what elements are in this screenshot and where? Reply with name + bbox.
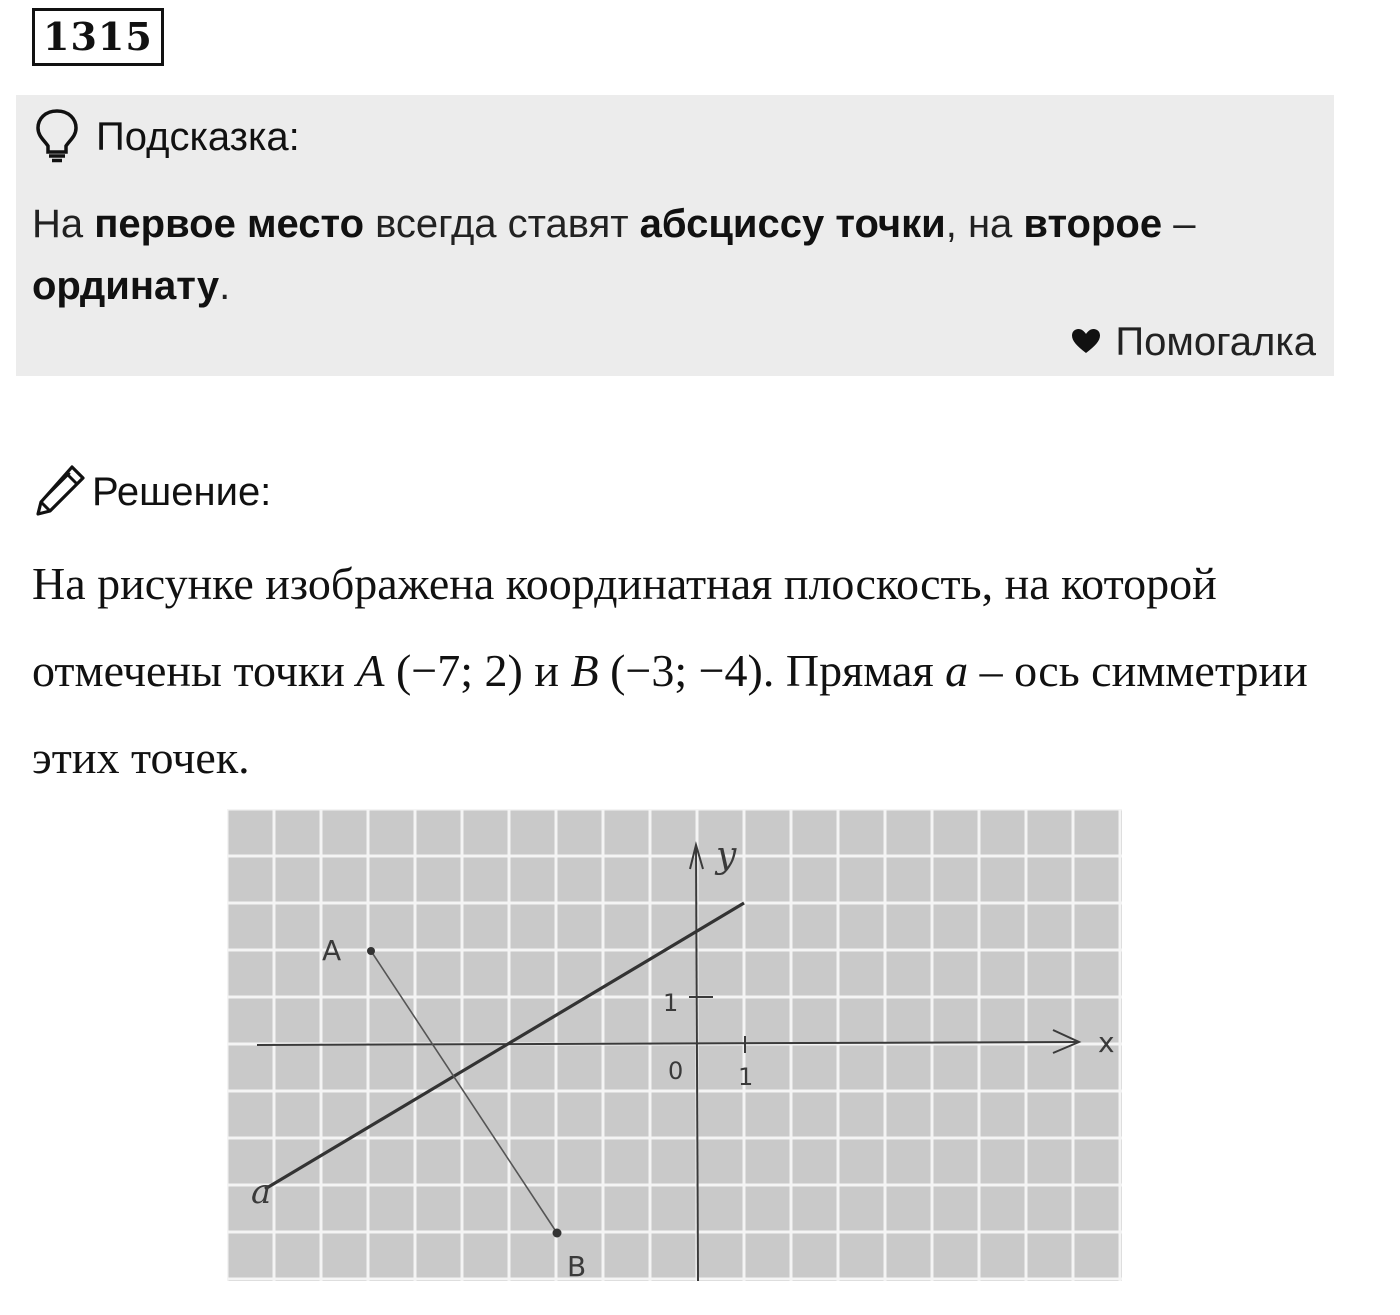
coordinate-plane-photo: [227, 809, 1122, 1281]
point-a: [367, 947, 375, 955]
hint-text-part: всегда ставят: [364, 202, 640, 246]
credit: [1071, 320, 1316, 365]
point-b: [553, 1229, 562, 1238]
credit-label: Помогалка: [1115, 320, 1316, 364]
hint-box: [16, 95, 1334, 376]
hint-text-part: .: [219, 264, 231, 308]
hint-title: Подсказка:: [96, 114, 300, 159]
origin-label: 0: [668, 1057, 684, 1085]
axis-y-label: y: [716, 835, 737, 876]
point-a-label: A: [356, 645, 385, 696]
hint-text-bold: ординату: [32, 264, 220, 308]
solution-text-part: (−3; −4). Прямая: [598, 645, 946, 696]
pencil-icon: [34, 462, 88, 522]
hint-text-part: На: [32, 202, 95, 246]
hint-text: [32, 193, 1302, 317]
solution-text-part: – ось симметрии этих точек.: [32, 645, 1308, 783]
line-a-label: a: [945, 645, 969, 696]
task-number: 1315: [32, 8, 164, 66]
point-b-figure-label: B: [567, 1250, 587, 1281]
hint-header: [34, 107, 300, 167]
solution-text-part: На рисунке изображена координатная плоскость, на которой отмечены точки: [32, 558, 1217, 696]
unit-x-label: 1: [738, 1063, 754, 1091]
hint-text-bold: абсциссу точки: [639, 202, 946, 246]
hint-text-bold: первое место: [94, 202, 364, 246]
hint-text-bold: второе: [1023, 202, 1163, 246]
solution-header: [34, 462, 271, 522]
point-b-label: B: [570, 645, 599, 696]
heart-icon: [1071, 328, 1115, 358]
axis-x-label: x: [1098, 1026, 1115, 1059]
lightbulb-icon: [34, 107, 80, 167]
line-a-figure-label: a: [251, 1172, 272, 1212]
solution-title: Решение:: [92, 469, 272, 514]
unit-y-label: 1: [663, 989, 679, 1017]
solution-text-part: (−7; 2) и: [384, 645, 571, 696]
solution-text: [32, 540, 1352, 801]
hint-text-part: –: [1162, 202, 1196, 246]
hint-text-part: , на: [945, 202, 1024, 246]
point-a-figure-label: A: [322, 934, 342, 967]
